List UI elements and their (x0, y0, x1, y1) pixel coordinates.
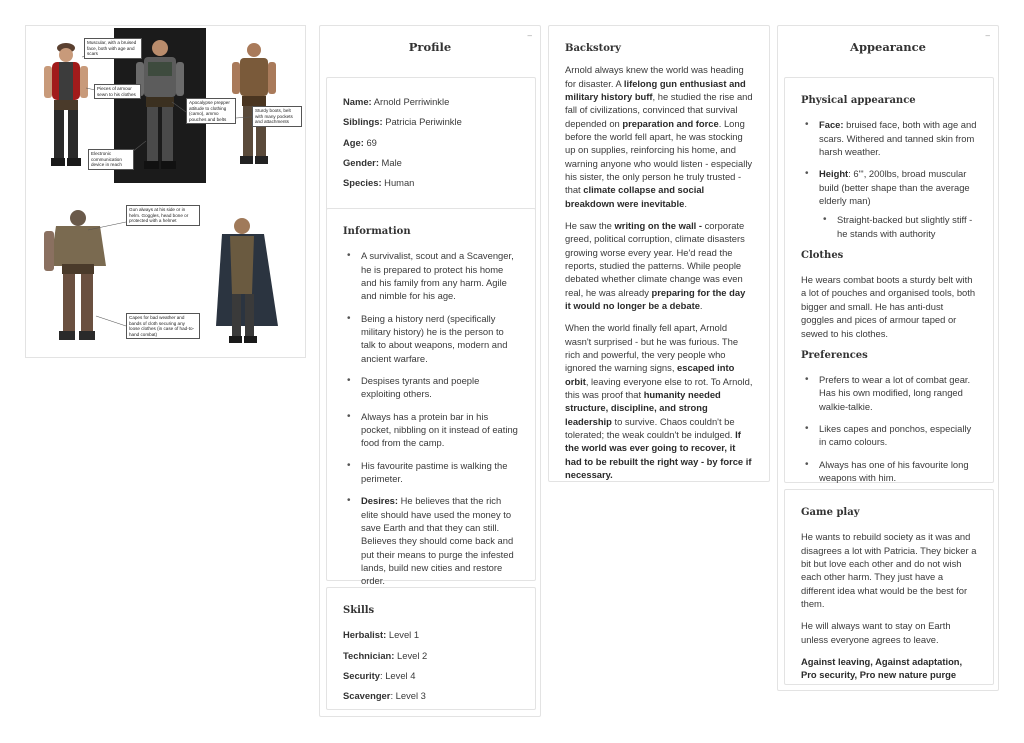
profile-column (319, 25, 541, 717)
skills-heading: Skills (343, 605, 375, 616)
callout-prepper: Apocalypse prepper attitude to clothing (camo), ammo pouches and belts (186, 98, 236, 124)
clothes-text: He wears combat boots a sturdy belt with a lot of pouches and organised tools, both bigger and small. He has anti-dust goggles and pices of armour taped or sewed to his clothes. (801, 274, 976, 339)
profile-field-name: Name: Arnold Perriwinkle (343, 96, 450, 107)
list-item-face: • Face: bruised face, both with age and scars. Withered and tanned skin from harsh weather. (801, 118, 977, 158)
list-item: • Being a history nerd (specifically military history) he is the person to talk to about weapons, modern and ancient warfare. (343, 312, 519, 365)
list-item: • Straight-backed but slightly stiff - he stands with authority (801, 213, 977, 240)
profile-field-siblings: Siblings: Patricia Periwinkle (343, 116, 462, 128)
collapse-icon[interactable]: – (527, 31, 532, 40)
skills-card (326, 587, 536, 710)
skill-security: Security: Level 4 (343, 669, 416, 681)
backstory-heading: Backstory (565, 43, 621, 54)
appearance-column (777, 25, 999, 691)
list-item: • Prefers to wear a lot of combat gear. Has his own modified, long ranged walkie-talkie. (801, 373, 977, 413)
list-item: • His favourite pastime is walking the perimeter. (343, 459, 519, 486)
callout-armour: Pieces of armour sewn to his clothes (94, 84, 141, 99)
gameplay-heading: Game play (801, 507, 860, 518)
collapse-icon[interactable]: – (985, 31, 990, 40)
figure-poncho-view (44, 210, 106, 340)
gameplay-paragraph-1: He wants to rebuild society as it was and disagrees a lot with Patricia. They bicker a bit but love each other and do not wish each other harm. They just have a different idea what would be the best for them. (801, 531, 977, 609)
clothes-heading: Clothes (801, 249, 844, 261)
figure-front-view (44, 43, 88, 166)
callout-boots: Sturdy boots, belt with many pockets and attachments (252, 106, 302, 127)
information-heading: Information (343, 226, 411, 237)
appearance-title: Appearance (850, 40, 926, 54)
gameplay-stances: Against leaving, Against adaptation, Pro security, Pro new nature purge (801, 655, 963, 681)
appearance-card (784, 77, 994, 483)
information-card (326, 208, 536, 587)
callout-gun: Gun always at his side or in helm. Goggles, head bone or protected with a helmet (126, 205, 200, 226)
concept-art-image (26, 26, 305, 357)
profile-field-species: Species: Human (343, 177, 415, 189)
physical-sublist (801, 213, 977, 240)
callout-face: Muscular, with a bruised face, both with age and scars (84, 38, 142, 59)
gameplay-paragraph-2: He will always want to stay on Earth unless everyone agrees to leave. (801, 620, 951, 645)
list-item-desires: • Desires: He believes that the rich elite should have used the money to save Earth and that they can still. Believes they should come back and put their means to purge the infested lands, build new cities and restore order. (343, 494, 519, 587)
skill-herbalist: Herbalist: Level 1 (343, 629, 420, 641)
figure-back-view (232, 43, 276, 164)
backstory-card (548, 25, 770, 482)
information-list (343, 249, 519, 588)
callout-capes: Capes for bad weather and bands of cloth securing any loose clothes (in case of had-to-hand combat) (126, 313, 200, 339)
physical-list (801, 118, 977, 207)
list-item: • Likes capes and ponchos, especially in camo colours. (801, 422, 977, 449)
concept-art-card (25, 25, 306, 358)
list-item-height: • Height: 6"', 200lbs, broad muscular build (better shape than the average elderly man) (801, 167, 977, 207)
backstory-paragraph-2: He saw the writing on the wall - corporate greed, political corruption, climate disasters growing worse every year. He'd read the reports, studied the patterns. While people debated whether climate change was even real, he was already preparing for the day it would no longer be a debate. (565, 219, 746, 312)
list-item: • Always has one of his favourite long weapons with him. (801, 458, 977, 485)
gameplay-card (784, 489, 994, 685)
physical-heading: Physical appearance (801, 95, 916, 106)
list-item: • Always has a protein bar in his pocket, nibbling on it instead of eating food from the camp. (343, 410, 519, 450)
list-item: • A survivalist, scout and a Scavenger, he is prepared to protect his home and his family from any harm. Agile and nimble for his age. (343, 249, 519, 302)
profile-field-gender: Gender: Male (343, 157, 402, 169)
list-item: • Despises tyrants and poeple exploiting others. (343, 374, 519, 401)
skill-technician: Technician: Level 2 (343, 649, 428, 661)
figure-cape-view (216, 218, 278, 343)
profile-field-age: Age: 69 (343, 136, 377, 148)
skill-scavenger: Scavenger: Level 3 (343, 690, 426, 702)
profile-card (326, 77, 536, 227)
backstory-paragraph-3: When the world finally fell apart, Arnold wasn't surprised - but he was furious. The rich and powerful, the very people who ignored the warning signs, escaped into orbit, leaving everyone else to rot. To Arnold, this was proof that humanity needed structure, discipline, and strong leadership to survive. Chaos couldn't be tolerated; the weak couldn't be indulged. If the world was ever going to recover, it had to be rebuilt the right way - by force if necessary. (565, 322, 753, 481)
backstory-paragraph-1: Arnold always knew the world was heading for disaster. A lifelong gun enthusiast and military history buff, he studied the rise and fall of civilizations, convinced that survival depended on preparation and force. Long before the world fell apart, he was stocking up on supplies, reinforcing his home, and warning anyone who would listen - especially his sister, the only person he truly trusted - that climate collapse and social breakdown were inevitable. (565, 64, 753, 209)
preferences-list (801, 373, 977, 484)
preferences-heading: Preferences (801, 349, 868, 361)
profile-title: Profile (408, 40, 452, 54)
callout-device: Electronic communication device in reach (88, 149, 134, 170)
